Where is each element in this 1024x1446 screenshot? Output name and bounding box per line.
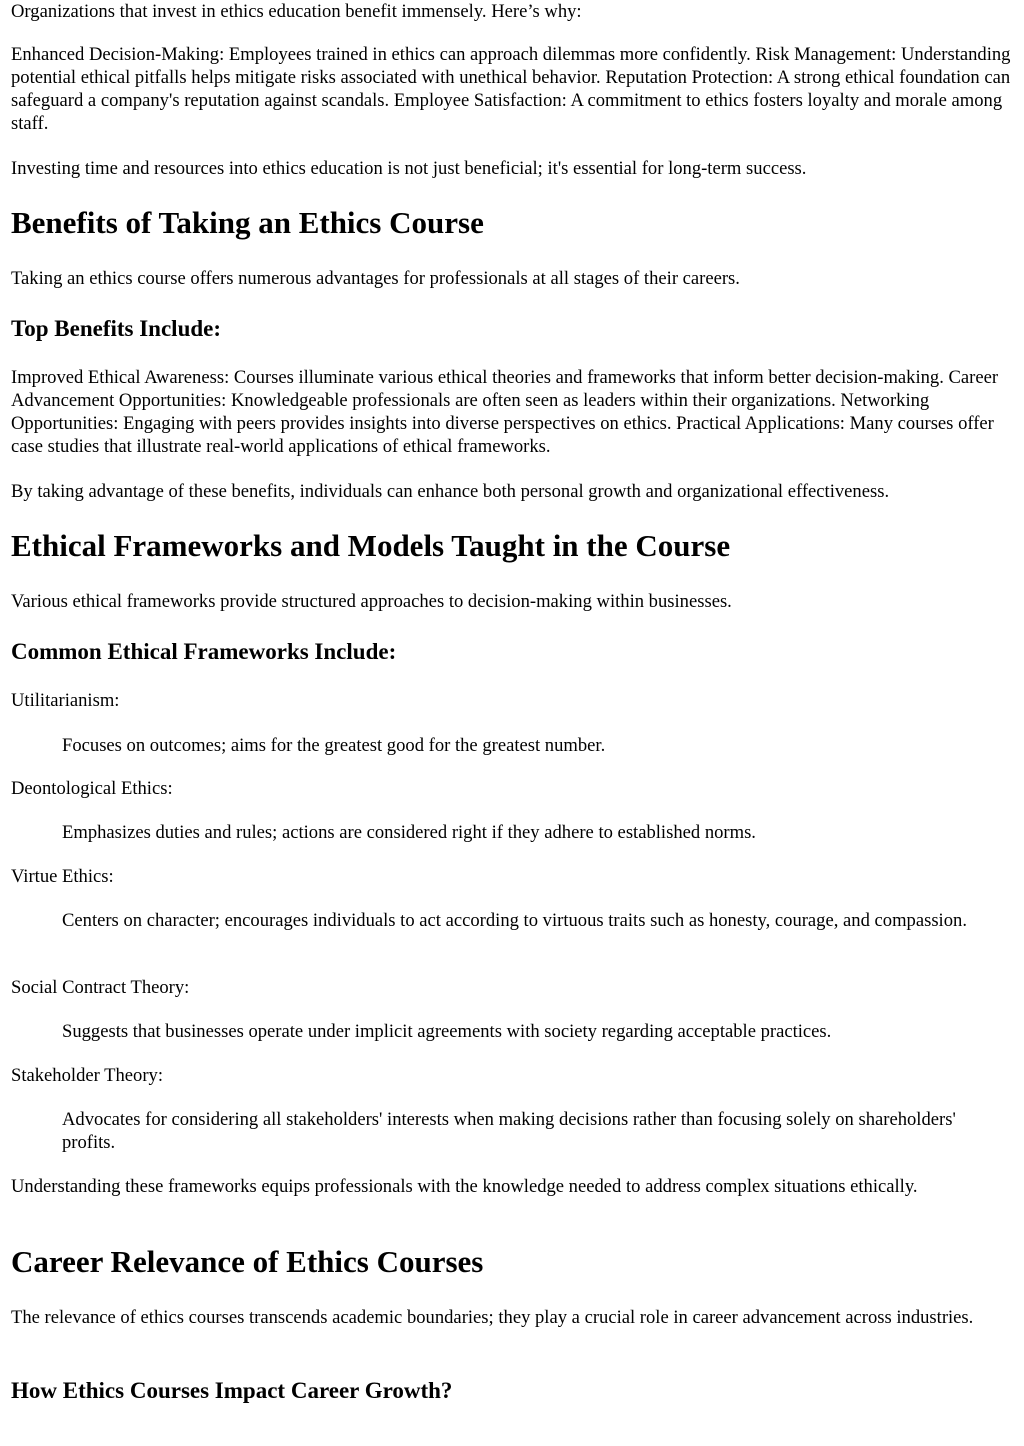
framework-term: Stakeholder Theory:	[11, 1065, 163, 1086]
framework-term: Social Contract Theory:	[11, 977, 190, 998]
frameworks-closing-paragraph: Understanding these frameworks equips professionals with the knowledge needed to address complex situations ethically.	[11, 1176, 918, 1197]
frameworks-subheading: Common Ethical Frameworks Include:	[11, 639, 397, 664]
organization-benefits-paragraph: Enhanced Decision-Making: Employees trained in ethics can approach dilemmas more confidently. Risk Management: Understanding potential ethical pitfalls helps mitigate risks associated with unethical behavior. Reputation Protection: A strong ethical foundation can safeguard a company's reputation against scandals. Employee Satisfaction: A commitment to ethics fosters loyalty and morale among staff.	[11, 44, 1011, 134]
investing-paragraph: Investing time and resources into ethics education is not just beneficial; it's essential for long-term success.	[11, 158, 807, 179]
benefits-heading: Benefits of Taking an Ethics Course	[11, 205, 484, 240]
framework-definition: Suggests that businesses operate under implicit agreements with society regarding acceptable practices.	[62, 1021, 832, 1042]
frameworks-heading: Ethical Frameworks and Models Taught in the Course	[11, 528, 731, 563]
frameworks-intro-paragraph: Various ethical frameworks provide structured approaches to decision-making within businesses.	[11, 591, 732, 612]
framework-definition: Emphasizes duties and rules; actions are considered right if they adhere to established norms.	[62, 822, 756, 843]
framework-definition: Centers on character; encourages individuals to act according to virtuous traits such as honesty, courage, and compassion.	[62, 910, 967, 931]
top-benefits-paragraph: Improved Ethical Awareness: Courses illuminate various ethical theories and frameworks that inform better decision-making. Career Advancement Opportunities: Knowledgeable professionals are often seen as leaders within their organizations. Networking Opportunities: Engaging with peers provides insights into diverse perspectives on ethics. Practical Applications: Many courses offer case studies that illustrate real-world applications of ethical frameworks.	[11, 367, 999, 457]
career-intro-paragraph: The relevance of ethics courses transcends academic boundaries; they play a crucial role in career advancement across industries.	[11, 1307, 974, 1328]
framework-definition: Focuses on outcomes; aims for the greatest good for the greatest number.	[62, 735, 606, 756]
benefits-intro-paragraph: Taking an ethics course offers numerous advantages for professionals at all stages of their careers.	[11, 268, 740, 289]
intro-paragraph: Organizations that invest in ethics education benefit immensely. Here’s why:	[11, 1, 582, 22]
framework-definition: Advocates for considering all stakeholders' interests when making decisions rather than focusing solely on shareholders' profits.	[62, 1109, 956, 1153]
framework-term: Deontological Ethics:	[11, 778, 173, 799]
top-benefits-subheading: Top Benefits Include:	[11, 316, 222, 341]
career-subheading: How Ethics Courses Impact Career Growth?	[11, 1378, 453, 1403]
framework-term: Virtue Ethics:	[11, 866, 114, 887]
framework-term: Utilitarianism:	[11, 690, 120, 711]
career-heading: Career Relevance of Ethics Courses	[11, 1244, 484, 1279]
benefits-closing-paragraph: By taking advantage of these benefits, individuals can enhance both personal growth and organizational effectiveness.	[11, 481, 890, 502]
